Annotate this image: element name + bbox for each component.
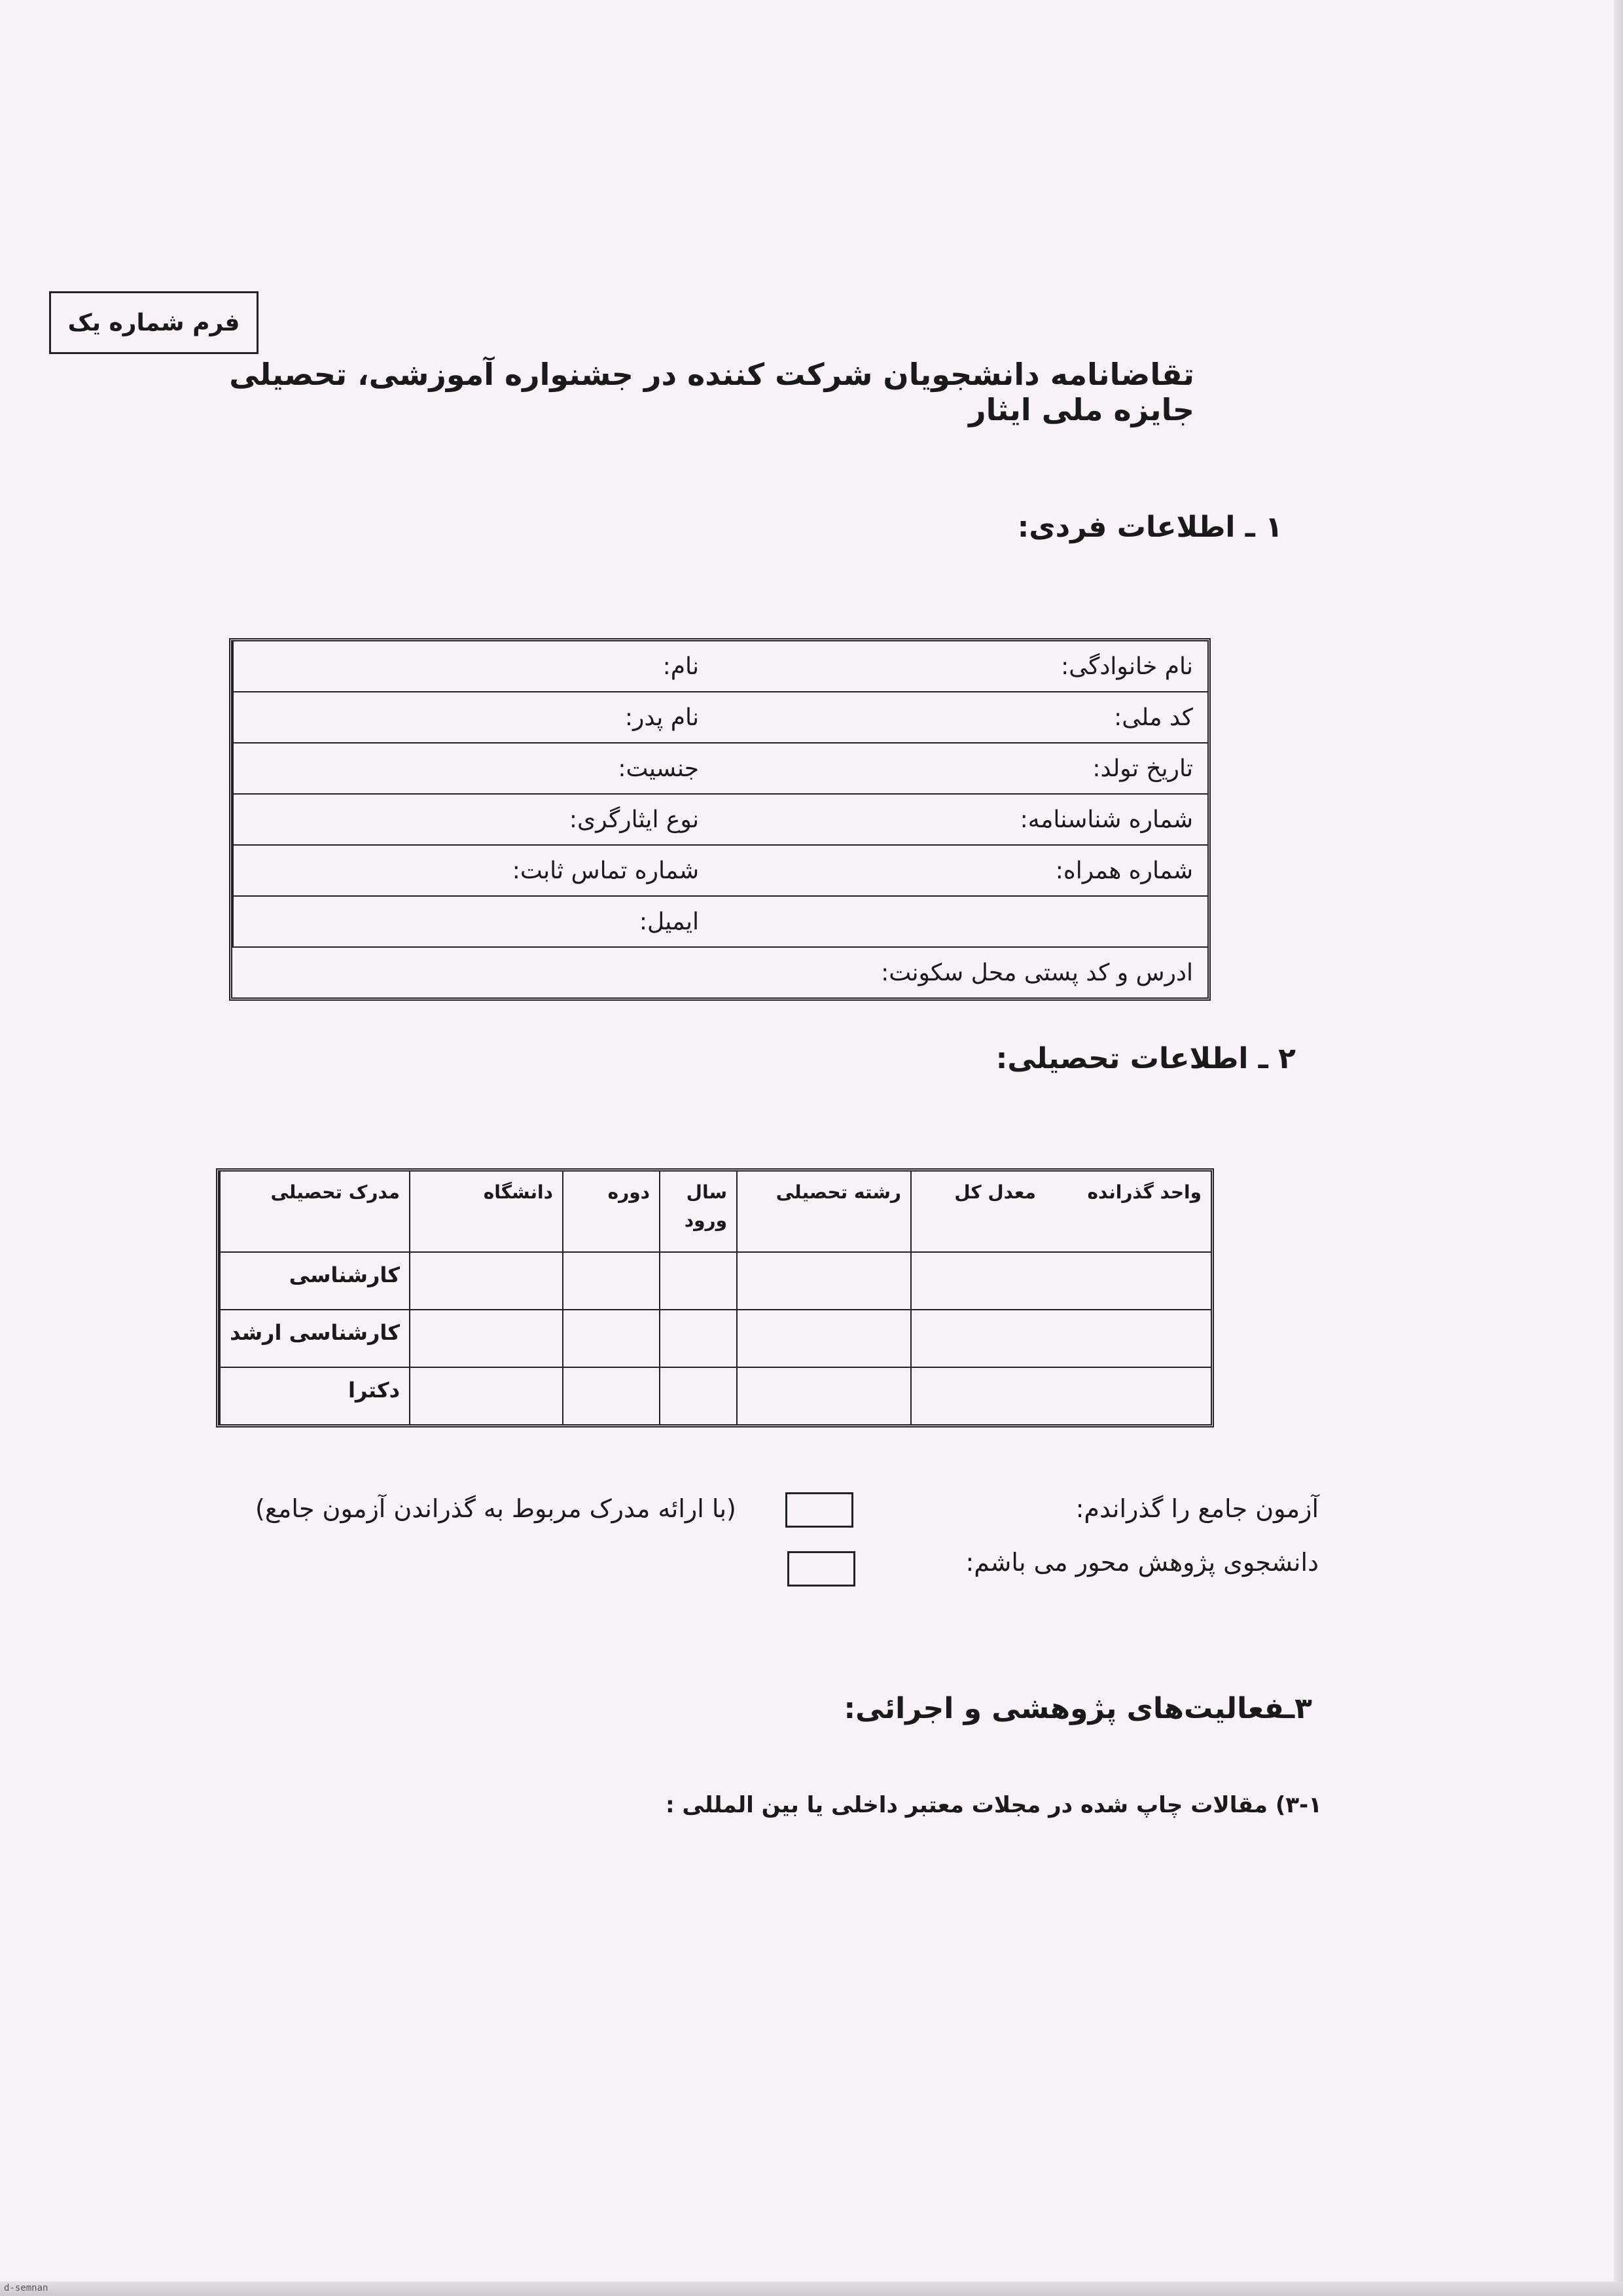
table-cell[interactable]: [910, 1310, 1045, 1367]
column-entry-year: سال ورود: [659, 1172, 736, 1251]
table-cell[interactable]: [409, 1253, 562, 1309]
education-table: [216, 1168, 1214, 1427]
table-cell[interactable]: [1045, 1368, 1211, 1424]
table-cell[interactable]: [409, 1310, 562, 1367]
articles-subheading: ۳-۱) مقالات چاپ شده در مجلات معتبر داخلی یا بین المللی :: [665, 1792, 1322, 1818]
table-cell[interactable]: [736, 1253, 910, 1309]
table-row: [232, 897, 1207, 948]
field-empty[interactable]: [713, 897, 1207, 946]
table-cell[interactable]: [409, 1368, 562, 1424]
row-label-phd: دکترا: [219, 1368, 409, 1424]
footer-watermark: d-semnan: [4, 2283, 48, 2293]
column-degree: مدرک تحصیلی: [219, 1172, 409, 1251]
section-personal-heading: ۱ ـ اطلاعات فردی:: [1017, 511, 1283, 544]
table-cell[interactable]: [659, 1368, 736, 1424]
field-first-name[interactable]: نام:: [232, 641, 713, 691]
table-cell[interactable]: [736, 1368, 910, 1424]
research-student-checkbox[interactable]: [787, 1551, 855, 1587]
table-cell[interactable]: [659, 1310, 736, 1367]
table-row: [219, 1310, 1211, 1368]
form-number-box: فرم شماره یک: [49, 291, 259, 354]
field-sacrifice-type[interactable]: نوع ایثارگری:: [232, 795, 713, 844]
column-gpa: معدل کل: [910, 1172, 1045, 1251]
table-row: [232, 744, 1207, 795]
table-row: [232, 641, 1207, 692]
table-cell[interactable]: [562, 1368, 659, 1424]
table-cell[interactable]: [1045, 1253, 1211, 1309]
comprehensive-exam-note: (با ارائه مدرک مربوط به گذراندن آزمون جامع): [255, 1494, 736, 1523]
table-cell[interactable]: [736, 1310, 910, 1367]
column-university: دانشگاه: [409, 1172, 562, 1251]
table-header-row: [219, 1172, 1211, 1253]
field-id-number[interactable]: شماره شناسنامه:: [1020, 806, 1193, 833]
comprehensive-exam-checkbox[interactable]: [785, 1492, 853, 1528]
table-cell[interactable]: [1045, 1310, 1211, 1367]
column-period: دوره: [562, 1172, 659, 1251]
table-cell[interactable]: [562, 1310, 659, 1367]
table-cell[interactable]: [562, 1253, 659, 1309]
field-father-name[interactable]: نام پدر:: [232, 692, 713, 742]
table-cell[interactable]: [910, 1253, 1045, 1309]
personal-info-table: [229, 638, 1211, 1001]
column-units-passed: واحد گذرانده: [1087, 1181, 1202, 1203]
scan-edge-bottom: [0, 2282, 1623, 2296]
research-student-label: دانشجوی پژوهش محور می باشم:: [965, 1548, 1319, 1577]
document-title: تقاضانامه دانشجویان شرکت کننده در جشنواره آموزشی، تحصیلی جایزه ملی ایثار: [229, 357, 1194, 427]
field-email[interactable]: ایمیل:: [232, 897, 713, 946]
table-cell[interactable]: [659, 1253, 736, 1309]
field-address[interactable]: ادرس و کد پستی محل سکونت:: [881, 959, 1193, 986]
table-row: [232, 795, 1207, 846]
table-row: [232, 948, 1207, 997]
column-field: رشته تحصیلی: [736, 1172, 910, 1251]
section-education-heading: ۲ ـ اطلاعات تحصیلی:: [995, 1042, 1296, 1075]
comprehensive-exam-label: آزمون جامع را گذراندم:: [1075, 1494, 1319, 1523]
table-row: [232, 846, 1207, 897]
section-research-heading: ۳ـفعالیت‌های پژوهشی و اجرائی:: [844, 1692, 1312, 1725]
field-gender[interactable]: جنسیت:: [232, 744, 713, 793]
table-row: [232, 692, 1207, 744]
row-label-master: کارشناسی ارشد: [219, 1310, 409, 1367]
field-national-code[interactable]: کد ملی:: [1114, 704, 1193, 731]
row-label-bachelor: کارشناسی: [219, 1253, 409, 1309]
field-mobile[interactable]: شماره همراه:: [1055, 857, 1193, 884]
table-cell[interactable]: [910, 1368, 1045, 1424]
field-birth-date[interactable]: تاریخ تولد:: [1092, 755, 1193, 782]
scan-edge-right: [1614, 0, 1623, 2296]
field-landline[interactable]: شماره تماس ثابت:: [232, 846, 713, 895]
table-row: [219, 1253, 1211, 1310]
field-last-name[interactable]: نام خانوادگی:: [1061, 653, 1193, 680]
table-row: [219, 1368, 1211, 1424]
